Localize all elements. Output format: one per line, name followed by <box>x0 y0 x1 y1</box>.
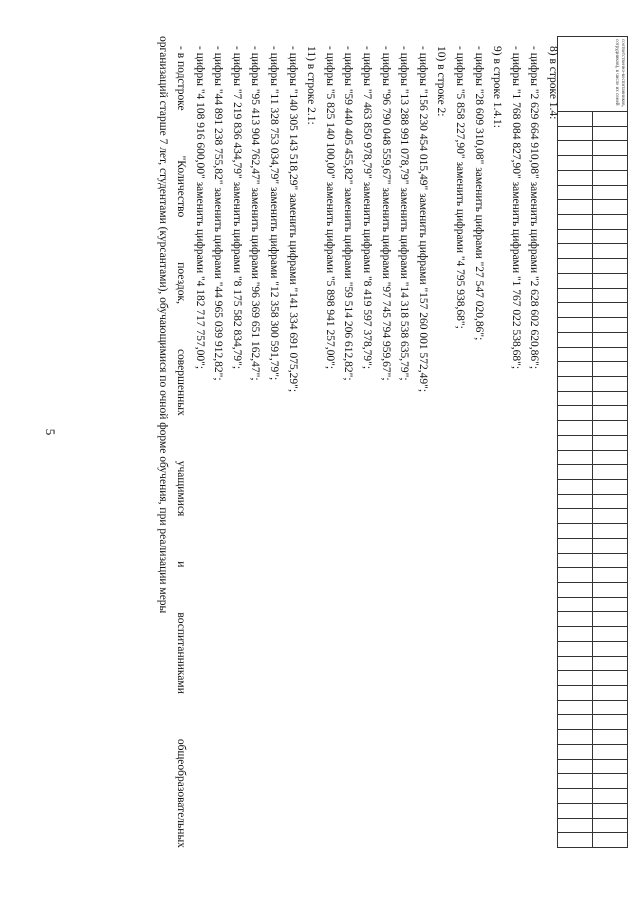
header-table-row <box>558 37 593 848</box>
paragraph-line <box>172 36 191 848</box>
paragraph-word: воспитанниками <box>175 612 188 694</box>
document-body <box>153 36 562 848</box>
header-table-label-cell: соответственно-воспитанников, сотрудников), в числе их семей <box>558 37 628 112</box>
replacement-line: - цифры "44 891 238 755,82" заменить цифрами "44 965 039 912,82"; <box>212 46 225 381</box>
replacement-line: - цифры "2 629 664 910,08" заменить цифрами "2 628 602 620,86"; <box>528 46 541 370</box>
section-heading: 11) в строке 2.1: <box>305 46 318 125</box>
replacement-line: - цифры "140 305 143 518,29" заменить цифрами "141 334 691 075,29"; <box>286 46 299 393</box>
paragraph-word: совершенных <box>175 348 188 416</box>
section-heading: 8) в строке 1.4: <box>547 46 559 120</box>
replacement-line: - цифры "96 790 048 559,67" заменить цифрами "97 745 794 959,67"; <box>379 46 392 381</box>
replacement-line: - цифры "1 768 084 827,90" заменить цифрами "1 767 022 538,68"; <box>509 46 522 370</box>
paragraph-word: - в подстроке <box>175 46 188 111</box>
paragraph-line: организаций старше 7 лет, студентами (курсантами), обучающимися по очной форме обучения, при реализации меры <box>156 36 169 614</box>
replacement-line: - цифры "7 463 850 978,79" заменить цифрами "8 419 597 378,79"; <box>361 46 374 370</box>
header-table-row <box>593 37 628 848</box>
replacement-line: - цифры "156 230 454 015,49" заменить цифрами "157 260 001 572,49"; <box>416 46 429 393</box>
replacement-line: - цифры "7 219 836 434,79" заменить цифрами "8 175 582 834,79"; <box>230 46 243 370</box>
replacement-line: - цифры "11 328 753 034,79" заменить цифрами "12 358 300 591,79"; <box>268 46 281 381</box>
paragraph-word: поездок, <box>175 262 188 304</box>
paragraph-word: и <box>175 561 188 568</box>
section-heading: 10) в строке 2: <box>435 46 448 117</box>
replacement-line: - цифры "13 288 991 078,79" заменить цифрами "14 318 538 635,79"; <box>398 46 411 381</box>
replacement-line: - цифры "5 825 140 100,00" заменить цифрами "5 898 941 257,00"; <box>323 46 336 370</box>
paragraph-word: "Количество <box>175 155 188 218</box>
paragraph-word: учащимися <box>175 460 188 517</box>
paragraph-word: общеобразовательных <box>175 738 188 848</box>
page-number: 5 <box>43 428 58 436</box>
rotated-page-content <box>88 36 636 848</box>
replacement-line: - цифры "59 440 405 455,82" заменить цифрами "59 514 206 612,82"; <box>342 46 355 381</box>
header-table <box>557 36 628 848</box>
replacement-line: - цифры "28 609 310,08" заменить цифрами "27 547 020,86"; <box>472 46 485 341</box>
replacement-line: - цифры "5 858 227,90" заменить цифрами "4 795 938,68"; <box>454 46 467 329</box>
replacement-line: - цифры "4 108 916 600,00" заменить цифрами "4 182 717 757,00"; <box>193 46 206 370</box>
replacement-line: - цифры "95 413 904 762,47" заменить цифрами "96 369 651 162,47"; <box>249 46 262 381</box>
section-heading: 9) в строке 1.4.1: <box>491 46 504 129</box>
